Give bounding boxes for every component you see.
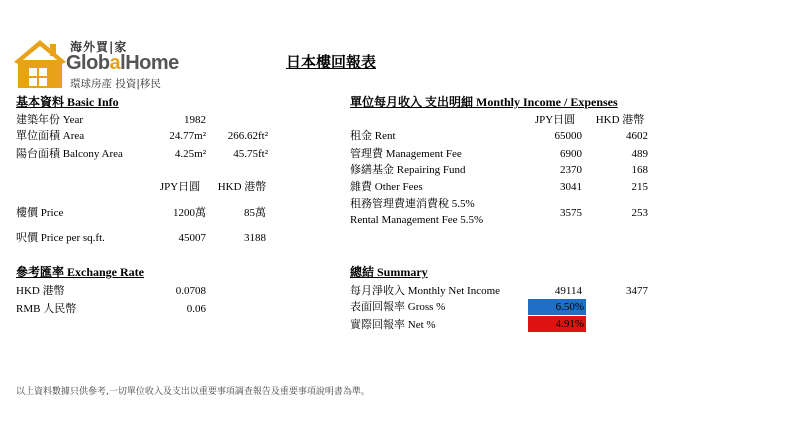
basic-col-jpy: JPY日圓 — [159, 181, 201, 193]
repair-fund-hkd: 168 — [631, 164, 648, 176]
summary-heading: 總結 Summary — [350, 265, 428, 279]
psf-label: 呎價 Price per sq.ft. — [16, 232, 105, 244]
year-value: 1982 — [184, 114, 206, 126]
rent-hkd: 4602 — [626, 130, 648, 142]
rental-mgmt-fee-label-cn: 租務管理費連消費稅 5.5% — [350, 198, 475, 210]
gross-yield-value: 6.50% — [528, 299, 586, 315]
disclaimer-footnote: 以上資料數據只供參考,一切單位收入及支出以重要事項調查報告及重要事項說明書為準。 — [16, 387, 370, 397]
balcony-label: 陽台面積 Balcony Area — [16, 148, 123, 160]
logo-tagline: 環球房產 投資|移民 — [70, 78, 161, 90]
other-fees-label: 雜費 Other Fees — [350, 181, 423, 193]
globalhome-logo — [14, 38, 184, 90]
price-jpy: 1200萬 — [173, 207, 206, 219]
rental-mgmt-fee-label-en: Rental Management Fee 5.5% — [350, 214, 484, 226]
other-fees-hkd: 215 — [631, 181, 648, 193]
house-logo-icon — [14, 38, 70, 90]
price-hkd: 85萬 — [244, 207, 266, 219]
repair-fund-jpy: 2370 — [560, 164, 582, 176]
psf-hkd: 3188 — [244, 232, 266, 244]
net-income-hkd: 3477 — [626, 285, 648, 297]
rental-mgmt-fee-jpy: 3575 — [560, 207, 582, 219]
rmb-rate-label: RMB 人民幣 — [16, 303, 77, 315]
monthly-heading: 單位每月收入 支出明細 Monthly Income / Expenses — [350, 95, 618, 109]
rental-mgmt-fee-hkd: 253 — [631, 207, 648, 219]
mgmt-fee-hkd: 489 — [631, 148, 648, 160]
rent-label: 租金 Rent — [350, 130, 396, 142]
unit-area-ft2: 266.62ft² — [227, 130, 268, 142]
logo-english-name: GlobalHome — [66, 52, 179, 74]
basic-info-heading: 基本資料 Basic Info — [16, 95, 119, 109]
net-income-jpy: 49114 — [554, 285, 582, 297]
mgmt-fee-jpy: 6900 — [560, 148, 582, 160]
monthly-col-hkd: HKD 港幣 — [595, 114, 645, 126]
psf-jpy: 45007 — [178, 232, 206, 244]
price-label: 樓價 Price — [16, 207, 64, 219]
repair-fund-label: 修繕基金 Repairing Fund — [350, 164, 466, 176]
year-label: 建築年份 Year — [16, 114, 84, 126]
page-title: 日本樓回報表 — [286, 55, 377, 71]
gross-yield-label: 表面回報率 Gross % — [350, 301, 446, 313]
unit-area-label: 單位面積 Area — [16, 130, 85, 142]
net-yield-value: 4.91% — [528, 316, 586, 332]
mgmt-fee-label: 管理費 Management Fee — [350, 148, 462, 160]
net-income-label: 每月淨收入 Monthly Net Income — [350, 285, 501, 297]
rmb-rate-value: 0.06 — [186, 303, 206, 315]
net-yield-label: 實際回報率 Net % — [350, 319, 436, 331]
logo-chinese-name: 海外買|家 — [70, 40, 128, 54]
exchange-heading: 參考匯率 Exchange Rate — [16, 265, 144, 279]
unit-area-m2: 24.77m² — [169, 130, 206, 142]
hkd-rate-label: HKD 港幣 — [16, 285, 65, 297]
monthly-col-jpy: JPY日圓 — [534, 114, 576, 126]
balcony-m2: 4.25m² — [174, 148, 206, 160]
other-fees-jpy: 3041 — [560, 181, 582, 193]
rent-jpy: 65000 — [554, 130, 582, 142]
hkd-rate-value: 0.0708 — [175, 285, 206, 297]
basic-col-hkd: HKD 港幣 — [217, 181, 267, 193]
balcony-ft2: 45.75ft² — [233, 148, 268, 160]
